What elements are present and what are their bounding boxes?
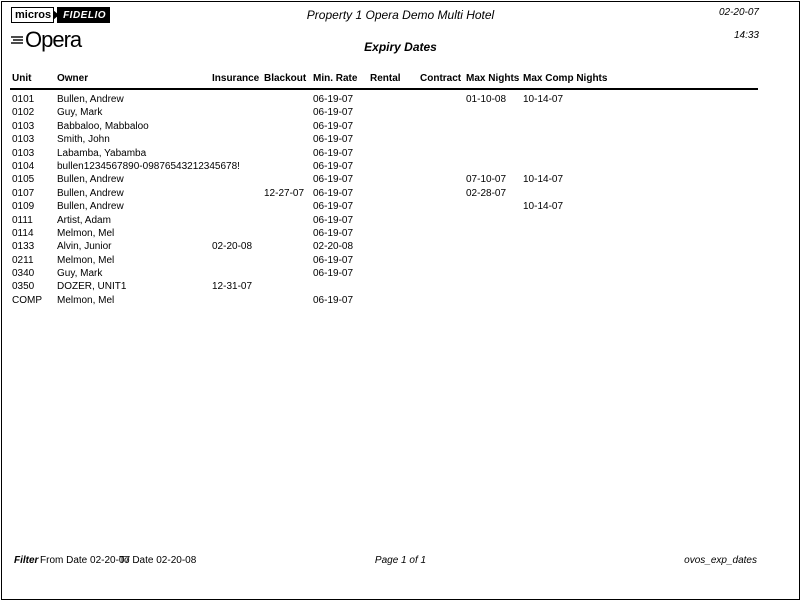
cell-unit: 0211 — [12, 254, 34, 266]
cell-owner: Melmon, Mel — [57, 227, 115, 239]
column-header-contract: Contract — [420, 73, 462, 84]
cell-contract — [420, 200, 466, 213]
cell-max_comp_nights: 10-14-07 — [523, 201, 564, 213]
cell-blackout — [264, 227, 313, 240]
cell-contract — [420, 227, 466, 240]
cell-min_rate: 06-19-07 — [313, 187, 354, 199]
cell-rental — [370, 200, 420, 213]
cell-max_comp_nights — [523, 267, 757, 280]
cell-owner: Melmon, Mel — [57, 294, 115, 306]
column-header-max_nights: Max Nights — [466, 73, 520, 84]
cell-min_rate: 06-19-07 — [313, 254, 354, 266]
cell-unit: 0350 — [12, 281, 35, 293]
cell-max_comp_nights: 10-14-07 — [523, 94, 564, 105]
cell-insurance — [212, 214, 264, 227]
filter-label: Filter — [14, 555, 39, 566]
cell-insurance — [212, 200, 264, 213]
cell-owner: Guy, Mark — [57, 107, 103, 119]
table-row — [12, 106, 757, 119]
cell-unit: 0104 — [12, 160, 35, 172]
report-time: 14:33 — [733, 30, 759, 41]
cell-contract — [420, 93, 466, 106]
cell-insurance — [212, 147, 264, 160]
cell-max_comp_nights — [523, 294, 757, 307]
header-divider-line — [10, 88, 758, 90]
cell-unit: 0103 — [12, 147, 35, 159]
report-file-name: ovos_exp_dates — [684, 555, 757, 566]
cell-blackout — [264, 147, 313, 160]
cell-min_rate: 06-19-07 — [313, 107, 354, 119]
cell-owner: Smith, John — [57, 134, 110, 146]
cell-max_comp_nights — [523, 147, 757, 160]
cell-contract — [420, 106, 466, 119]
cell-min_rate: 06-19-07 — [313, 174, 354, 186]
filter-to-date: To Date 02-20-08 — [119, 555, 197, 566]
cell-owner: bullen1234567890-09876543212345678! — [57, 160, 240, 172]
table-row — [12, 120, 757, 133]
cell-max_comp_nights — [523, 254, 757, 267]
cell-insurance — [212, 173, 264, 186]
table-body — [12, 93, 757, 307]
column-header-blackout: Blackout — [264, 73, 307, 84]
cell-max_nights — [466, 200, 523, 213]
cell-unit: 0109 — [12, 201, 35, 213]
cell-rental — [370, 267, 420, 280]
table-row — [12, 200, 757, 213]
column-header-rental: Rental — [370, 73, 401, 84]
cell-max_comp_nights — [523, 280, 757, 293]
cell-rental — [370, 214, 420, 227]
cell-min_rate: 06-19-07 — [313, 294, 354, 306]
cell-insurance — [212, 106, 264, 119]
cell-insurance — [212, 254, 264, 267]
cell-max_nights — [466, 214, 523, 227]
cell-max_nights — [466, 106, 523, 119]
cell-blackout — [264, 280, 313, 293]
column-header-max_comp_nights: Max Comp Nights — [523, 73, 608, 84]
cell-blackout — [264, 160, 313, 173]
cell-insurance — [212, 294, 264, 307]
cell-min_rate — [313, 280, 370, 293]
column-header-insurance: Insurance — [212, 73, 260, 84]
cell-rental — [370, 133, 420, 146]
table-row — [12, 280, 757, 293]
cell-blackout — [264, 173, 313, 186]
cell-max_nights — [466, 160, 523, 173]
cell-blackout — [264, 200, 313, 213]
cell-owner: Bullen, Andrew — [57, 187, 124, 199]
cell-max_nights — [466, 254, 523, 267]
cell-unit: 0102 — [12, 107, 35, 119]
cell-min_rate: 06-19-07 — [313, 134, 354, 146]
cell-blackout — [264, 93, 313, 106]
cell-rental — [370, 93, 420, 106]
opera-logo-text: Opera — [25, 27, 82, 52]
cell-contract — [420, 240, 466, 253]
micros-logo-text: micros — [11, 7, 54, 23]
cell-contract — [420, 187, 466, 200]
cell-max_comp_nights — [523, 160, 757, 173]
page-number: Page 1 of 1 — [374, 555, 427, 566]
cell-max_comp_nights — [523, 133, 757, 146]
cell-owner: Bullen, Andrew — [57, 94, 124, 105]
cell-blackout — [264, 294, 313, 307]
table-row — [12, 93, 757, 106]
cell-rental — [370, 120, 420, 133]
cell-min_rate: 02-20-08 — [313, 241, 354, 253]
cell-owner: DOZER, UNIT1 — [57, 281, 127, 293]
cell-max_comp_nights: 10-14-07 — [523, 174, 564, 186]
cell-unit: 0105 — [12, 174, 35, 186]
table-row — [12, 187, 757, 200]
cell-max_comp_nights — [523, 187, 757, 200]
report-date: 02-20-07 — [718, 7, 759, 18]
opera-swirl-icon — [11, 31, 29, 49]
cell-rental — [370, 147, 420, 160]
cell-min_rate: 06-19-07 — [313, 227, 354, 239]
cell-insurance — [212, 133, 264, 146]
cell-blackout: 12-27-07 — [264, 187, 305, 199]
cell-insurance — [212, 227, 264, 240]
cell-contract — [420, 173, 466, 186]
cell-rental — [370, 280, 420, 293]
fidelio-logo-text: FIDELIO — [57, 7, 110, 23]
cell-blackout — [264, 267, 313, 280]
cell-blackout — [264, 106, 313, 119]
cell-contract — [420, 294, 466, 307]
cell-max_comp_nights — [523, 120, 757, 133]
cell-unit: 0340 — [12, 268, 35, 280]
column-header-min_rate: Min. Rate — [313, 73, 358, 84]
cell-rental — [370, 254, 420, 267]
cell-rental — [370, 240, 420, 253]
cell-rental — [370, 187, 420, 200]
cell-insurance: 02-20-08 — [212, 241, 253, 253]
cell-insurance: 12-31-07 — [212, 281, 253, 293]
cell-unit: 0103 — [12, 134, 35, 146]
cell-contract — [420, 120, 466, 133]
table-row — [12, 227, 757, 240]
cell-unit: COMP — [12, 294, 42, 306]
table-row — [12, 160, 757, 173]
column-header-unit: Unit — [12, 73, 32, 84]
cell-unit: 0114 — [12, 227, 34, 239]
cell-insurance — [212, 160, 264, 173]
table-row — [12, 214, 757, 227]
table-row — [12, 294, 757, 307]
cell-min_rate: 06-19-07 — [313, 120, 354, 132]
property-title: Property 1 Opera Demo Multi Hotel — [306, 8, 495, 22]
cell-owner: Bullen, Andrew — [57, 174, 124, 186]
cell-contract — [420, 147, 466, 160]
cell-rental — [370, 294, 420, 307]
cell-owner: Bullen, Andrew — [57, 201, 124, 213]
cell-contract — [420, 214, 466, 227]
brand-arrow-icon — [53, 10, 59, 20]
cell-insurance — [212, 93, 264, 106]
report-title: Expiry Dates — [364, 40, 437, 54]
cell-owner: Alvin, Junior — [57, 241, 112, 253]
cell-max_nights: 02-28-07 — [466, 187, 507, 199]
cell-unit: 0103 — [12, 120, 35, 132]
cell-contract — [420, 160, 466, 173]
cell-min_rate: 06-19-07 — [313, 214, 354, 226]
report-page — [1, 1, 800, 600]
cell-owner: Artist, Adam — [57, 214, 111, 226]
cell-max_comp_nights — [523, 227, 757, 240]
cell-min_rate: 06-19-07 — [313, 94, 354, 105]
cell-blackout — [264, 120, 313, 133]
cell-max_nights: 01-10-08 — [466, 94, 507, 105]
cell-owner: Melmon, Mel — [57, 254, 115, 266]
filter-from-date: From Date 02-20-07 — [40, 555, 131, 566]
cell-rental — [370, 173, 420, 186]
cell-max_nights — [466, 240, 523, 253]
cell-contract — [420, 254, 466, 267]
table-row — [12, 147, 757, 160]
cell-min_rate: 06-19-07 — [313, 147, 354, 159]
cell-min_rate: 06-19-07 — [313, 201, 354, 213]
table-row — [12, 240, 757, 253]
cell-blackout — [264, 240, 313, 253]
table-row — [12, 267, 757, 280]
cell-min_rate: 06-19-07 — [313, 160, 354, 172]
table-header-row — [12, 73, 757, 84]
cell-blackout — [264, 214, 313, 227]
cell-max_nights — [466, 147, 523, 160]
cell-max_nights — [466, 280, 523, 293]
table-row — [12, 173, 757, 186]
cell-max_nights — [466, 227, 523, 240]
cell-contract — [420, 280, 466, 293]
cell-rental — [370, 160, 420, 173]
cell-insurance — [212, 120, 264, 133]
cell-max_nights — [466, 120, 523, 133]
cell-unit: 0107 — [12, 187, 35, 199]
cell-unit: 0133 — [12, 241, 35, 253]
cell-max_comp_nights — [523, 240, 757, 253]
cell-contract — [420, 133, 466, 146]
column-header-owner: Owner — [57, 73, 89, 84]
cell-max_nights — [466, 133, 523, 146]
cell-max_nights — [466, 294, 523, 307]
cell-max_nights: 07-10-07 — [466, 174, 507, 186]
cell-unit: 0101 — [12, 94, 35, 105]
cell-max_comp_nights — [523, 106, 757, 119]
cell-insurance — [212, 267, 264, 280]
cell-owner: Babbaloo, Mabbaloo — [57, 120, 149, 132]
cell-rental — [370, 106, 420, 119]
cell-blackout — [264, 254, 313, 267]
cell-insurance — [212, 187, 264, 200]
cell-blackout — [264, 133, 313, 146]
cell-min_rate: 06-19-07 — [313, 268, 354, 280]
cell-owner: Guy, Mark — [57, 268, 103, 280]
cell-max_comp_nights — [523, 214, 757, 227]
cell-unit: 0111 — [12, 214, 33, 226]
cell-owner: Labamba, Yabamba — [57, 147, 147, 159]
table-row — [12, 254, 757, 267]
table-row — [12, 133, 757, 146]
cell-max_nights — [466, 267, 523, 280]
cell-contract — [420, 267, 466, 280]
cell-rental — [370, 227, 420, 240]
